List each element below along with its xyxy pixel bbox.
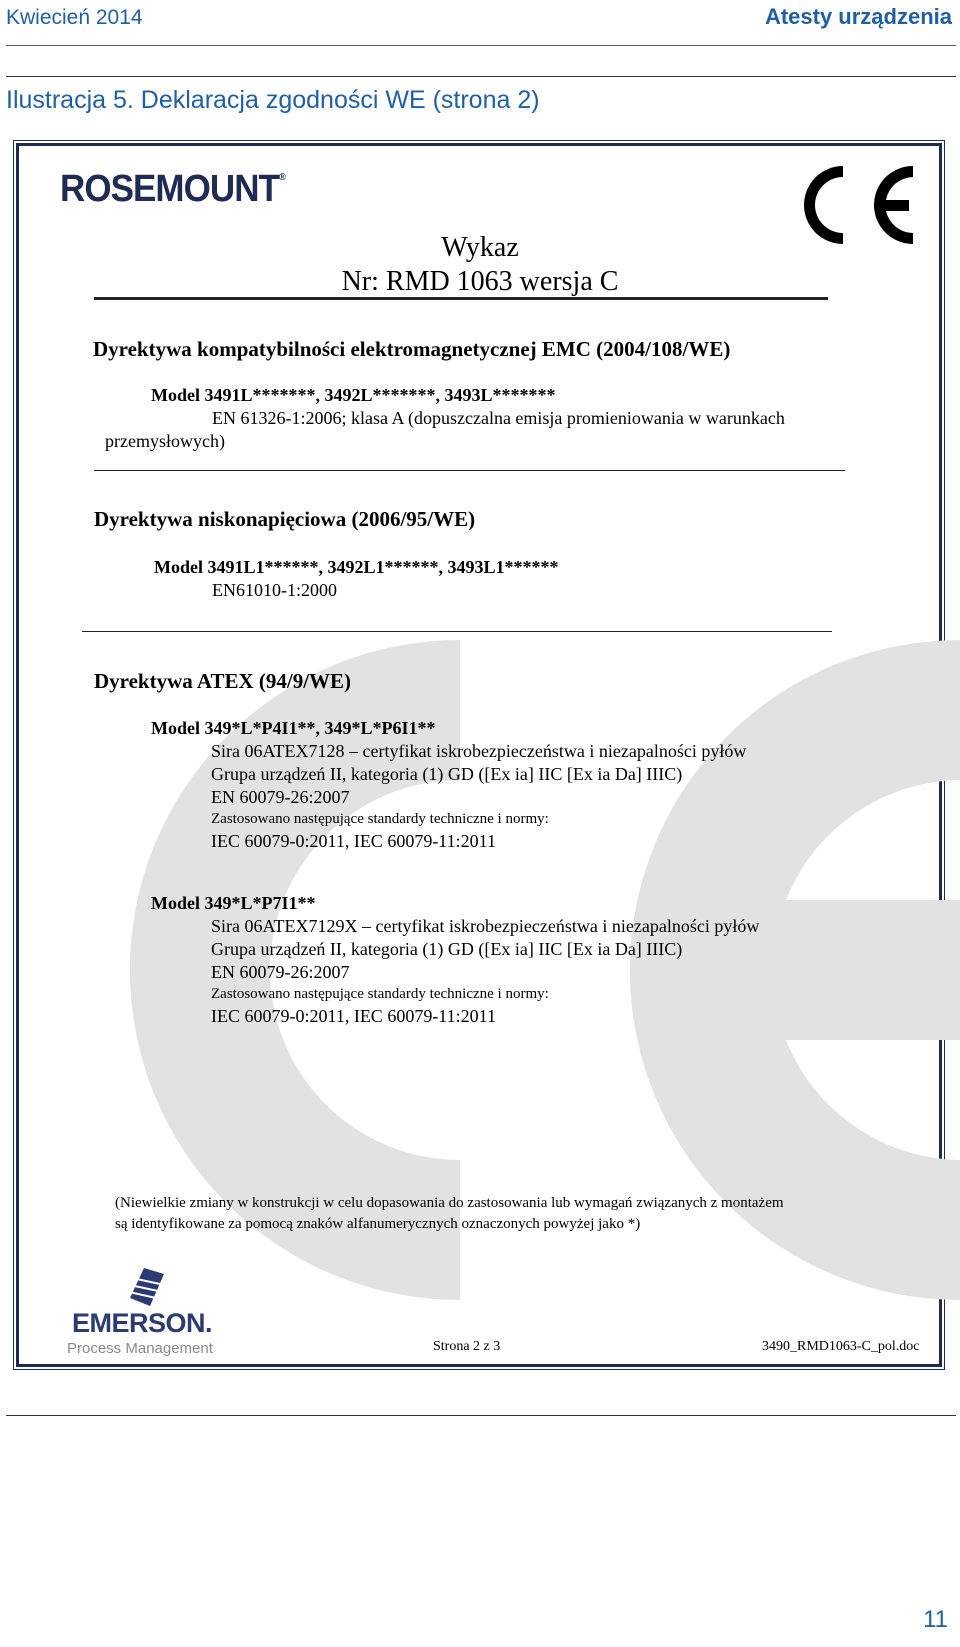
header-divider (6, 45, 956, 46)
emc-standard-line2: przemysłowych) (105, 431, 225, 451)
atex-applied-2: Zastosowano następujące standardy techniczne i normy: (211, 986, 549, 1002)
emc-standard-line1: EN 61326-1:2006; klasa A (dopuszczalna emisja promieniowania w warunkach (212, 408, 785, 428)
emerson-emblem-icon (124, 1268, 164, 1306)
atex-group-1: Grupa urządzeń II, kategoria (1) GD ([Ex ia] IIC [Ex ia Da] IIIC) (211, 764, 683, 784)
atex-standard-2: EN 60079-26:2007 (211, 962, 350, 982)
title-divider (94, 297, 828, 300)
page-number: 11 (923, 1606, 948, 1633)
process-management-text: Process Management (67, 1340, 213, 1357)
bottom-divider (6, 1415, 956, 1416)
footer-page-count: Strona 2 z 3 (433, 1339, 501, 1354)
header-title: Atesty urządzenia (764, 4, 952, 29)
atex-standard-1: EN 60079-26:2007 (211, 787, 350, 807)
lvd-standard: EN61010-1:2000 (212, 580, 337, 600)
atex-model-2: Model 349*L*P7I1** (151, 893, 316, 913)
lvd-model: Model 3491L1******, 3492L1******, 3493L1****** (154, 557, 559, 577)
atex-cert-2: Sira 06ATEX7129X – certyfikat iskrobezpieczeństwa i niezapalności pyłów (211, 916, 760, 936)
atex-group-2: Grupa urządzeń II, kategoria (1) GD ([Ex ia] IIC [Ex ia Da] IIIC) (211, 939, 683, 959)
note-line2: są identyfikowane za pomocą znaków alfanumerycznych oznaczonych powyżej jako *) (115, 1216, 641, 1232)
emerson-wordmark: EMERSON. (72, 1308, 213, 1338)
atex-applied-1: Zastosowano następujące standardy techniczne i normy: (211, 811, 549, 827)
atex-cert-1: Sira 06ATEX7128 – certyfikat iskrobezpieczeństwa i niezapalności pyłów (211, 741, 747, 761)
footer-doc-name: 3490_RMD1063-C_pol.doc (762, 1339, 920, 1354)
atex-norms-1: IEC 60079-0:2011, IEC 60079-11:2011 (211, 831, 496, 851)
figure-caption: Ilustracja 5. Deklaracja zgodności WE (strona 2) (6, 86, 540, 114)
atex-model-1: Model 349*L*P4I1**, 349*L*P6I1** (151, 718, 436, 738)
header-date: Kwiecień 2014 (6, 6, 143, 29)
section-divider (82, 631, 832, 632)
document-number: Nr: RMD 1063 wersja C (341, 266, 619, 297)
atex-norms-2: IEC 60079-0:2011, IEC 60079-11:2011 (211, 1006, 496, 1026)
section-divider (94, 470, 845, 471)
emc-model: Model 3491L*******, 3492L*******, 3493L******* (151, 385, 556, 405)
emc-title: Dyrektywa kompatybilności elektromagnetycznej EMC (2004/108/WE) (93, 337, 731, 361)
ce-watermark-icon (100, 600, 960, 1320)
figure-divider (6, 76, 956, 77)
atex-title: Dyrektywa ATEX (94/9/WE) (94, 669, 352, 693)
rosemount-logo: ROSEMOUNT® (60, 168, 285, 210)
lvd-title: Dyrektywa niskonapięciowa (2006/95/WE) (94, 507, 476, 531)
note-line1: (Niewielkie zmiany w konstrukcji w celu dopasowania do zastosowania lub wymagań związanych z montażem (115, 1195, 784, 1211)
document-heading: Wykaz (441, 232, 519, 263)
